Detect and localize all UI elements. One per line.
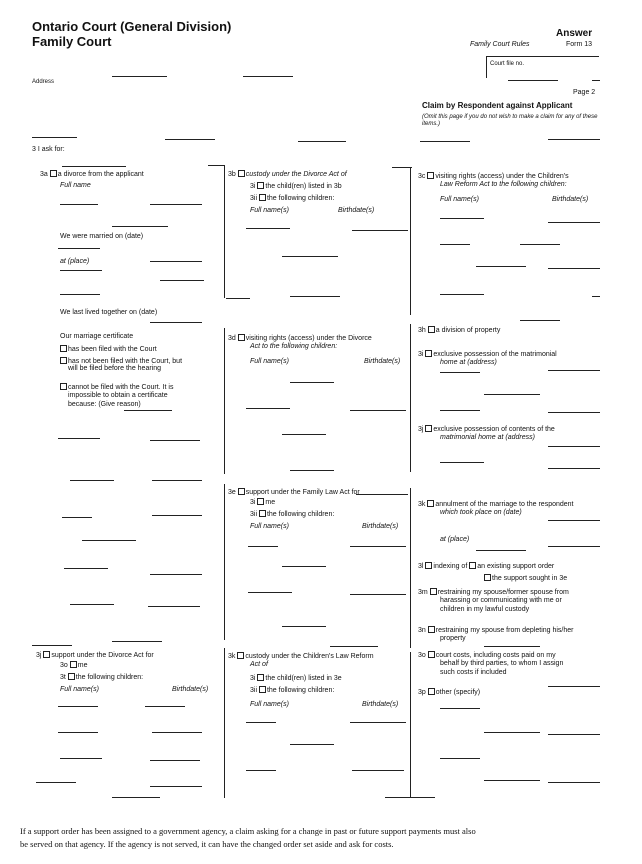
claim-3e-me[interactable]: 3i me — [250, 499, 276, 506]
claim-3j-contents[interactable]: 3j exclusive possession of contents of the — [418, 426, 555, 433]
married-on-label: We were married on (date) — [60, 233, 144, 240]
certificate-label: Our marriage certificate — [60, 333, 134, 340]
form-title: Answer — [556, 28, 593, 39]
claim-note: (Omit this page if you do not wish to make a claim for any of these items.) — [422, 114, 598, 127]
claim-3e[interactable]: 3e support under the Family Law Act for — [228, 489, 360, 496]
claim-3j-me[interactable]: 3o me — [60, 662, 88, 669]
claim-3a[interactable]: 3a a divorce from the applicant — [40, 171, 144, 178]
claim-intro: 3 I ask for: — [32, 146, 65, 153]
claim-3m[interactable]: 3m restraining my spouse/former spouse from — [418, 589, 569, 596]
address-label: Address — [32, 79, 55, 85]
claim-3j-children[interactable]: 3t the following children: — [60, 674, 144, 681]
reason-label: because: (Give reason) — [68, 401, 141, 408]
court-division: Family Court — [32, 34, 112, 49]
claim-3b-following[interactable]: 3ii the following children: — [250, 195, 335, 202]
cert-option-not-filed-cont: will be filed before the hearing — [68, 365, 162, 372]
full-name-label: Full name — [60, 182, 91, 189]
claim-3p[interactable]: 3p other (specify) — [418, 689, 481, 696]
footer-note-line2: be served on that agency. If the agency is not served, it can have the changed order set aside and ask for costs. — [20, 839, 394, 849]
claim-3d[interactable]: 3d visiting rights (access) under the Divorce — [228, 335, 372, 342]
cert-option-filed[interactable]: has been filed with the Court — [60, 345, 157, 354]
court-name: Ontario Court (General Division) — [32, 19, 232, 34]
place-label: at (place) — [60, 258, 90, 265]
cert-option-not-filed[interactable]: has not been filed with the Court, but — [60, 357, 182, 366]
cert-option-cannot[interactable]: cannot be filed with the Court. It is — [60, 383, 173, 392]
claim-3k[interactable]: 3k custody under the Children's Law Reform — [228, 653, 374, 660]
court-file-label: Court file no. — [490, 61, 525, 67]
claim-3n[interactable]: 3n restraining my spouse from depleting his/her — [418, 627, 574, 634]
claim-3l-sought[interactable]: the support sought in 3e — [484, 574, 567, 583]
claim-3k-annulment[interactable]: 3k annulment of the marriage to the respondent — [418, 501, 574, 508]
lived-together-label: We last lived together on (date) — [60, 309, 158, 316]
court-file-line — [487, 56, 599, 57]
claim-3i[interactable]: 3i exclusive possession of the matrimonial — [418, 351, 557, 358]
claim-3k-following[interactable]: 3ii the following children: — [250, 687, 335, 694]
claim-3o[interactable]: 3o court costs, including costs paid on my — [418, 652, 556, 659]
form-number: Form 13 — [566, 41, 593, 48]
claim-title: Claim by Respondent against Applicant — [422, 101, 573, 110]
claim-3h[interactable]: 3h a division of property — [418, 327, 501, 334]
court-file-box-border — [486, 56, 487, 78]
claim-3k-listed[interactable]: 3i the child(ren) listed in 3e — [250, 675, 342, 682]
footer-note-line1: If a support order has been assigned to a government agency, a claim asking for a change in past or future support payments must also — [20, 826, 476, 836]
checkbox-divorce[interactable] — [50, 170, 57, 177]
claim-3c[interactable]: 3c visiting rights (access) under the Children's — [418, 173, 569, 180]
claim-3e-children[interactable]: 3ii the following children: — [250, 511, 335, 518]
page-number: Page 2 — [573, 89, 596, 96]
claim-3l[interactable]: 3l indexing of an existing support order — [418, 563, 555, 570]
rules-label: Family Court Rules — [470, 41, 530, 48]
claim-3j[interactable]: 3j support under the Divorce Act for — [36, 652, 154, 659]
claim-3b[interactable]: 3b custody under the Divorce Act of — [228, 171, 347, 178]
claim-3b-listed[interactable]: 3i the child(ren) listed in 3b — [250, 183, 342, 190]
